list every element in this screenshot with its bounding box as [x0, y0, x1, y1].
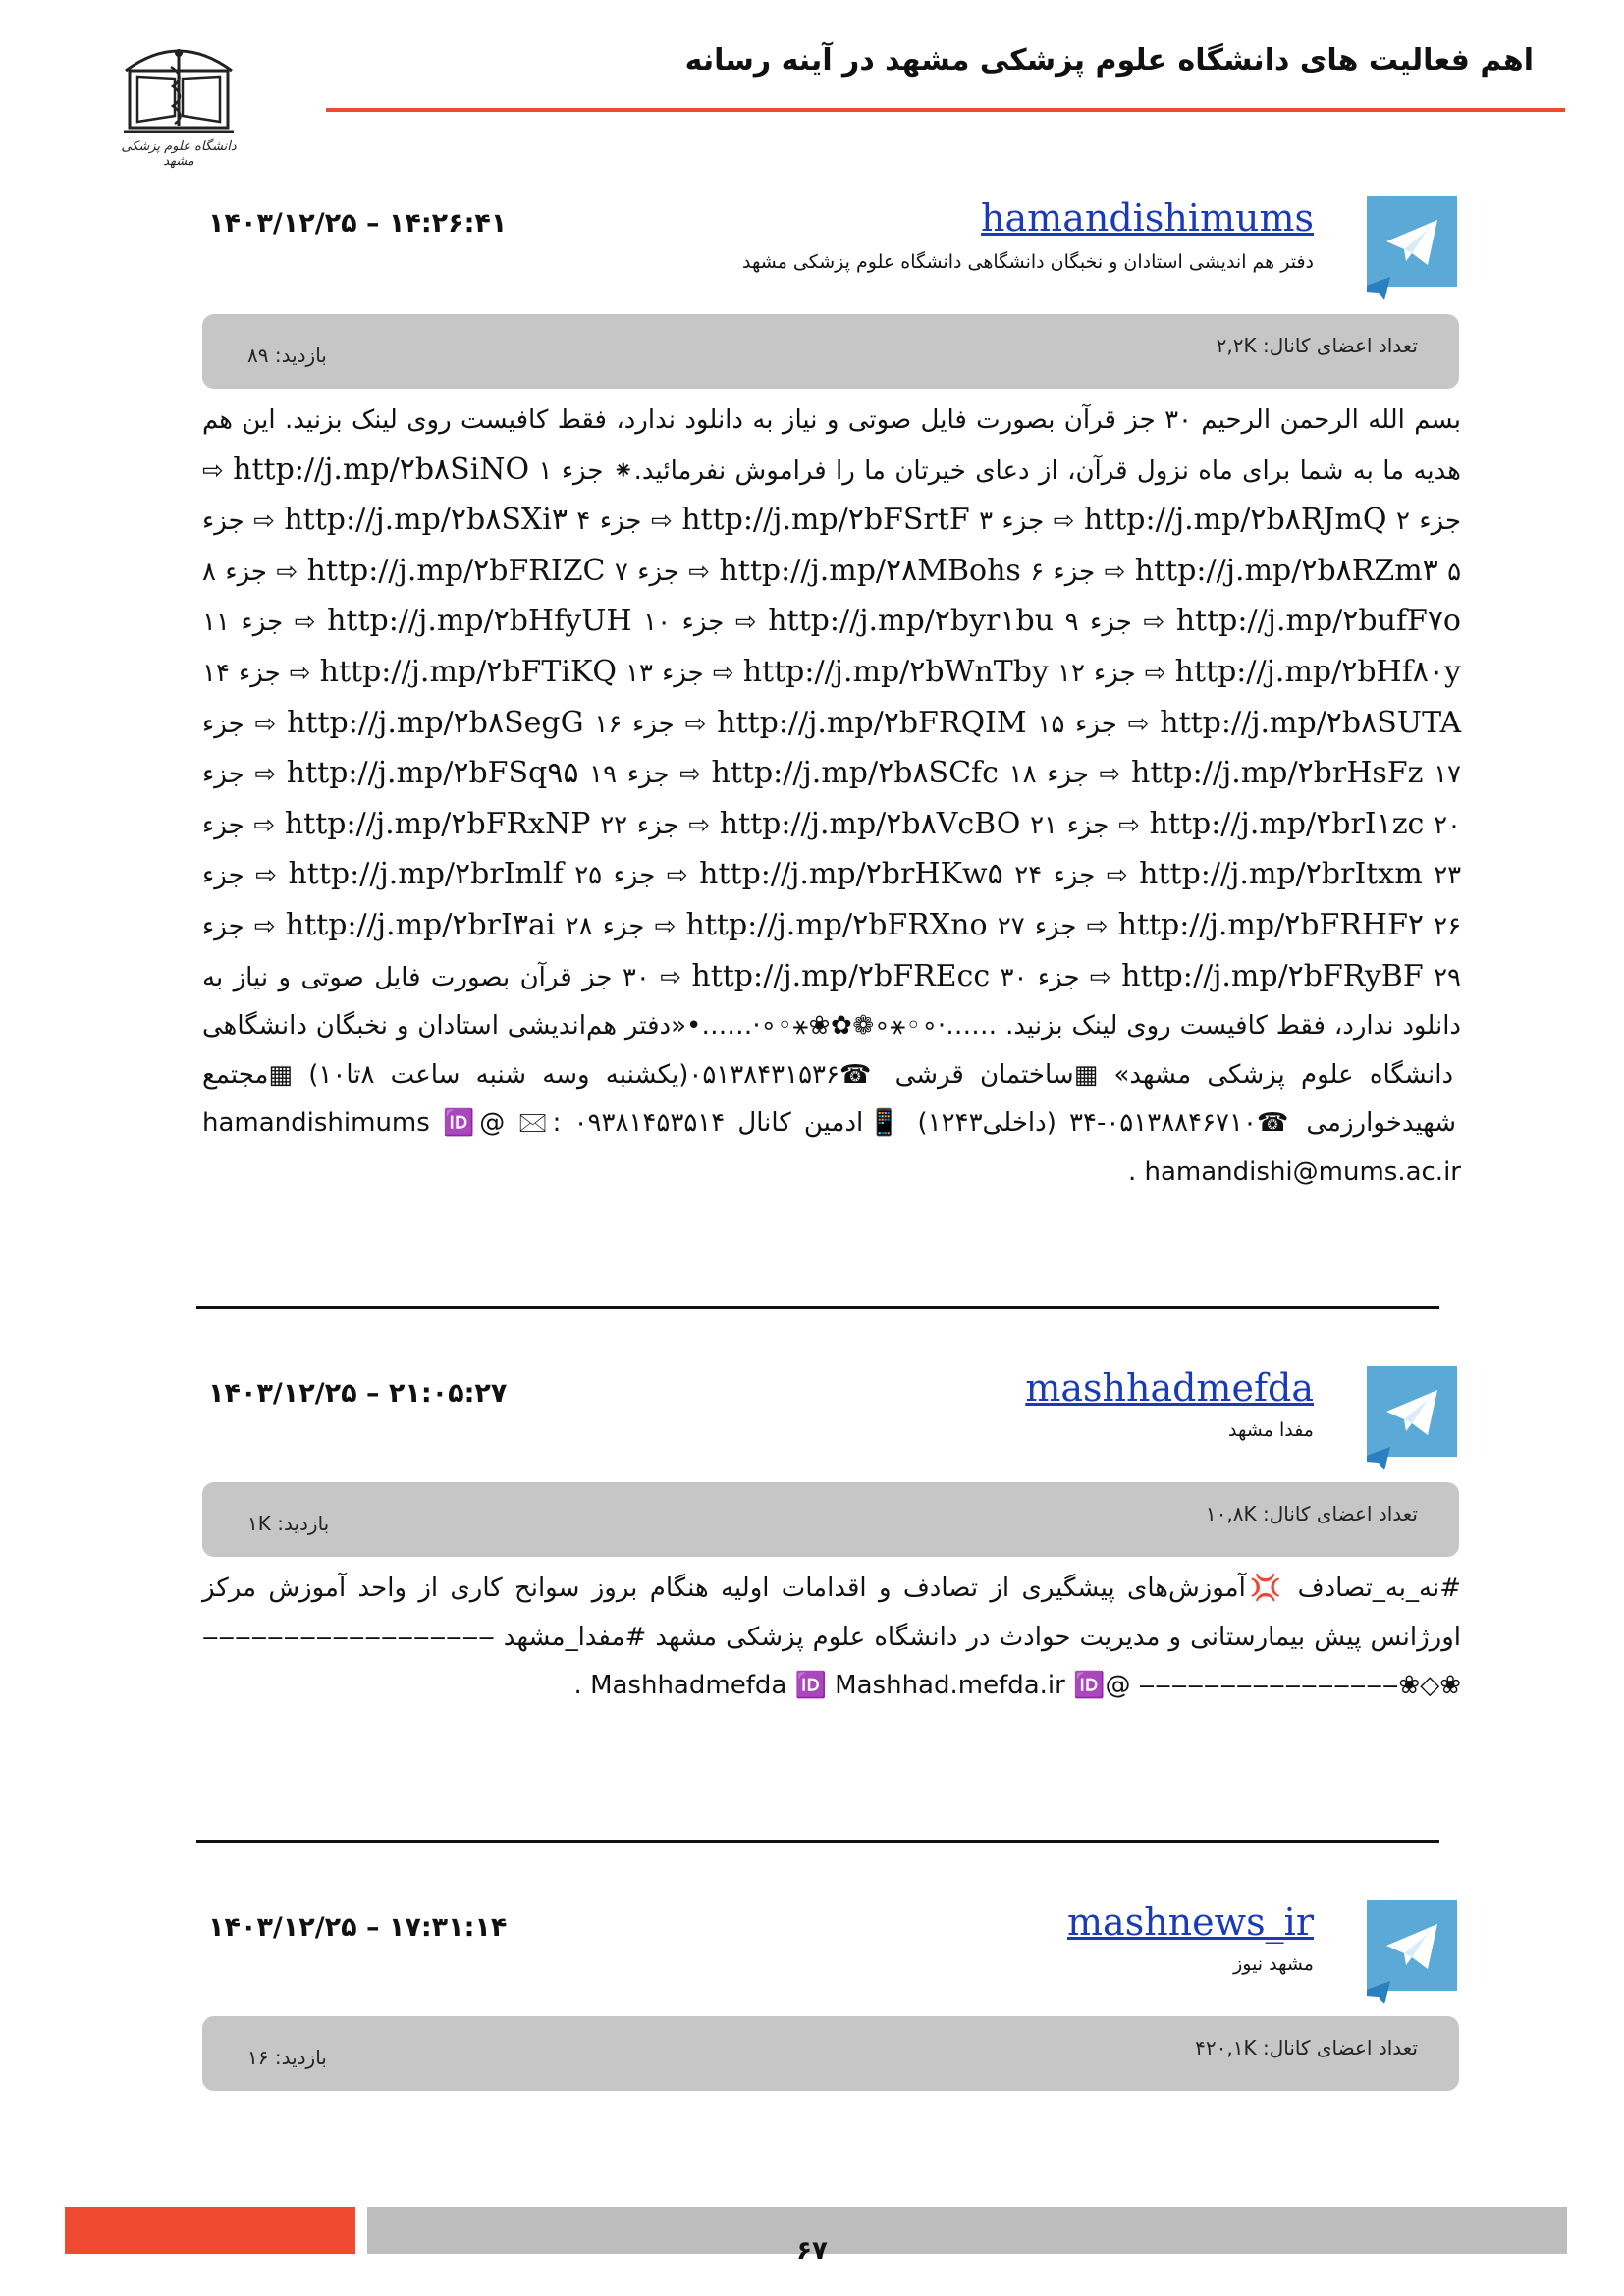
link-label: جزء ۱۴: [202, 658, 281, 688]
quran-part-link[interactable]: http://j.mp/۲b۸SiNO: [233, 452, 530, 487]
arrow-icon: ⇨: [289, 658, 311, 688]
channel-name[interactable]: hamandishimums: [981, 196, 1314, 240]
quran-part-link[interactable]: http://j.mp/۲bFRIZC: [306, 553, 606, 588]
link-label: جزء ۳: [979, 507, 1045, 537]
view-count: بازدید: ۸۹: [247, 344, 327, 367]
link-label: جزء ۴: [576, 507, 642, 537]
link-label: جزء ۲۲: [600, 810, 679, 840]
quran-part-link[interactable]: http://j.mp/۲b۸SCfc: [711, 756, 999, 791]
arrow-icon: ⇨: [650, 507, 673, 537]
link-label: جزء ۱۸: [1008, 760, 1089, 790]
quran-part-link[interactable]: http://j.mp/۲bFRHF۲: [1117, 907, 1424, 942]
arrow-icon: ⇨: [712, 658, 734, 688]
quran-part-link[interactable]: http://j.mp/۲bHfyUH: [327, 604, 632, 639]
link-label: جزء ۱۲: [1057, 658, 1136, 688]
post-body: #نه_به_تصادف 💢آموزش‌های پیشگیری از تصادف و اقدامات اولیه هنگام بروز سوانح کاری از واحد آموزش مرکز اورژانس پیش بیمارستانی و مدیریت حوادث در دانشگاه علوم پزشکی مشهد #مفدا_مشهد ‒‒‒‒‒‒‒‒‒‒‒‒‒‒‒‒‒‒❀◇❀‒‒‒‒‒‒‒‒‒‒‒‒‒‒‒‒ @Mashhadmefda 🆔 Mashhad.mefda.ir 🆔 .: [202, 1574, 1461, 1701]
link-label: جزء ۲۶: [202, 861, 1462, 941]
link-label: جزء ۲۴: [1014, 861, 1096, 891]
link-label: جزء ۲۳: [202, 810, 1462, 891]
link-label: جزء ۲۰: [202, 760, 1461, 840]
quran-part-link[interactable]: http://j.mp/۲bFRXno: [685, 907, 988, 942]
page-number: ۶۷: [796, 2236, 828, 2266]
post-separator: [196, 1306, 1439, 1309]
arrow-icon: ⇨: [666, 861, 688, 891]
arrow-icon: ⇨: [294, 608, 316, 638]
arrow-icon: ⇨: [660, 962, 681, 992]
arrow-icon: ⇨: [1144, 658, 1166, 688]
link-label: جزء ۱۳: [625, 658, 704, 688]
link-label: جزء ۲۵: [574, 861, 656, 891]
quran-part-link[interactable]: http://j.mp/۲bFSrtF: [681, 503, 970, 538]
stats-bar: [202, 2016, 1459, 2091]
quran-part-link[interactable]: http://j.mp/۲۸MBohs: [719, 553, 1021, 588]
quran-part-link[interactable]: http://j.mp/۲brItxm: [1139, 857, 1423, 892]
link-label: جزء ۳۰: [1000, 962, 1080, 992]
link-label: جزء ۵: [202, 507, 1462, 587]
arrow-icon: ⇨: [1099, 760, 1121, 790]
link-label: جزء ۲۷: [997, 911, 1077, 941]
post-separator: [196, 1840, 1439, 1843]
stats-bar: [202, 314, 1459, 389]
link-label: جزء ۱۹: [589, 760, 670, 790]
quran-part-link[interactable]: http://j.mp/۲bWnTby: [742, 654, 1049, 689]
arrow-icon: ⇨: [1118, 810, 1140, 840]
arrow-icon: ⇨: [1053, 507, 1075, 537]
arrow-icon: ⇨: [688, 557, 711, 587]
link-label: جزء ۲: [1395, 507, 1462, 537]
post-intro: بسم الله الرحمن الرحیم ۳۰ جز قرآن بصورت فایل صوتی و نیاز به دانلود ندارد، فقط کافیست روی لینک بزنید. این هم هدیه ما به شما برای ماه نزول قرآن، از دعای خیرتان ما را فراموش نفرمائید.⁕: [202, 405, 1462, 486]
quran-part-link[interactable]: http://j.mp/۲b۸SegG: [287, 705, 584, 740]
post-datetime: ۱۴۰۳/۱۲/۲۵ – ۱۴:۲۶:۴۱: [208, 208, 508, 239]
member-count: تعداد اعضای کانال: ۱۰,۸K: [1205, 1502, 1418, 1525]
stats-bar: [202, 1482, 1459, 1557]
telegram-icon[interactable]: [1367, 196, 1457, 302]
arrow-icon: ⇨: [276, 557, 298, 587]
link-label: جزء ۱۷: [202, 709, 1462, 790]
member-count: تعداد اعضای کانال: ۲,۲K: [1216, 334, 1418, 357]
arrow-icon: ⇨: [1106, 861, 1128, 891]
page-title: اهم فعالیت های دانشگاه علوم پزشکی مشهد در آینه رسانه: [684, 43, 1534, 78]
quran-part-link[interactable]: http://j.mp/۲bFRxNP: [284, 806, 591, 841]
quran-part-link[interactable]: http://j.mp/۲b۸SXi۳: [284, 503, 568, 538]
arrow-icon: ⇨: [254, 709, 277, 739]
page-footer: [0, 2207, 1624, 2266]
arrow-icon: ⇨: [254, 760, 277, 790]
quran-part-link[interactable]: http://j.mp/۲b۸RJmQ: [1083, 503, 1387, 538]
post-body: [202, 397, 1461, 1198]
link-label: جزء ۱۰: [643, 608, 725, 638]
quran-part-link[interactable]: http://j.mp/۲brHsFz: [1131, 756, 1424, 791]
quran-part-link[interactable]: http://j.mp/۲byr۱bu: [768, 604, 1055, 639]
link-label: جزء ۲۸: [565, 911, 645, 941]
link-label: جزء ۶: [1030, 557, 1096, 587]
quran-part-link[interactable]: http://j.mp/۲brI۳ai: [285, 907, 556, 942]
post-outro: ۳۰ جز قرآن بصورت فایل صوتی و نیاز به دانلود ندارد، فقط کافیست روی لینک بزنید. ‥‥‥⋅∘◦⚹∘❁✿❀⚹◦∘⋅‥‥‥•«دفتر هم‌اندیشی استادان و نخبگان دانشگاهی دانشگاه علوم پزشکی مشهد» ▦ساختمان قرشی ☎۰۵۱۳۸۴۳۱۵۳۶(یکشنبه وسه شنبه ساعت ۸تا۱۰) ▦مجتمع شهیدخوارزمی ☎۰۵۱۳۸۸۴۶۷۱۰-۳۴ (داخلی۱۲۴۳) 📱ادمین کانال ۰۹۳۸۱۴۵۳۵۱۴ :🖂 @hamandishimums 🆔 hamandishi@mums.ac.ir .: [202, 962, 1461, 1187]
arrow-icon: ⇨: [1127, 709, 1150, 739]
channel-name[interactable]: mashhadmefda: [1025, 1366, 1314, 1410]
page-header: [0, 0, 1624, 169]
arrow-icon: ⇨: [202, 455, 224, 486]
quran-part-link[interactable]: http://j.mp/۲bFSq۹۵: [286, 756, 579, 791]
arrow-icon: ⇨: [253, 911, 276, 941]
channel-description: مشهد نیوز: [1233, 1953, 1314, 1975]
arrow-icon: ⇨: [1089, 962, 1111, 992]
link-label: جزء ۲۹: [202, 911, 1461, 992]
channel-description: مفدا مشهد: [1228, 1419, 1314, 1441]
quran-part-link[interactable]: http://j.mp/۲b۸SUTA: [1160, 705, 1462, 740]
arrow-icon: ⇨: [1104, 557, 1126, 587]
link-label: جزء ۷: [614, 557, 679, 587]
member-count: تعداد اعضای کانال: ۴۲۰,۱K: [1195, 2036, 1418, 2059]
view-count: بازدید: ۱۶: [247, 2046, 327, 2069]
quran-part-link[interactable]: http://j.mp/۲b۸RZm۳: [1134, 553, 1438, 588]
link-list: [202, 452, 1462, 993]
quran-part-link[interactable]: http://j.mp/۲brHKw۵: [699, 857, 1003, 892]
quran-part-link[interactable]: http://j.mp/۲brI۱zc: [1149, 806, 1425, 841]
arrow-icon: ⇨: [734, 608, 757, 638]
arrow-icon: ⇨: [688, 810, 710, 840]
telegram-icon[interactable]: [1367, 1900, 1457, 2006]
link-label: جزء ۱۵: [1037, 709, 1117, 739]
arrow-icon: ⇨: [684, 709, 707, 739]
quran-part-link[interactable]: http://j.mp/۲bFRyBF: [1121, 958, 1424, 993]
link-label: جزء ۱۱: [202, 608, 284, 638]
channel-name[interactable]: mashnews_ir: [1067, 1900, 1314, 1944]
quran-part-link[interactable]: http://j.mp/۲brImlf: [288, 857, 564, 892]
arrow-icon: ⇨: [255, 861, 277, 891]
link-label: جزء ۱: [538, 455, 604, 486]
arrow-icon: ⇨: [679, 760, 701, 790]
quran-part-link[interactable]: http://j.mp/۲bFRQIM: [717, 705, 1027, 740]
quran-part-link[interactable]: http://j.mp/۲bufF۷o: [1175, 604, 1461, 639]
arrow-icon: ⇨: [253, 507, 275, 537]
link-label: جزء ۹: [1064, 608, 1132, 638]
link-label: جزء ۱۶: [594, 709, 675, 739]
quran-part-link[interactable]: http://j.mp/۲bHf۸۰y: [1174, 654, 1461, 689]
university-seal-icon: [116, 37, 242, 167]
post-datetime: ۱۴۰۳/۱۲/۲۵ – ۱۷:۳۱:۱۴: [208, 1912, 508, 1943]
arrow-icon: ⇨: [1143, 608, 1165, 638]
quran-part-link[interactable]: http://j.mp/۲bFTiKQ: [319, 654, 617, 689]
telegram-icon[interactable]: [1367, 1366, 1457, 1472]
arrow-icon: ⇨: [1086, 911, 1109, 941]
channel-description: دفتر هم اندیشی استادان و نخبگان دانشگاهی دانشگاه علوم پزشکی مشهد: [742, 251, 1314, 273]
post-datetime: ۱۴۰۳/۱۲/۲۵ – ۲۱:۰۵:۲۷: [208, 1378, 508, 1409]
quran-part-link[interactable]: http://j.mp/۲bFREcc: [691, 958, 991, 993]
link-label: جزء ۲۱: [1030, 810, 1110, 840]
logo-caption: دانشگاه علوم پزشکی مشهد: [121, 139, 237, 169]
arrow-icon: ⇨: [253, 810, 276, 840]
link-label: جزء ۸: [202, 557, 267, 587]
header-rule: [326, 108, 1565, 112]
view-count: بازدید: ۱K: [247, 1512, 330, 1535]
quran-part-link[interactable]: http://j.mp/۲b۸VcBO: [719, 806, 1021, 841]
arrow-icon: ⇨: [654, 911, 677, 941]
